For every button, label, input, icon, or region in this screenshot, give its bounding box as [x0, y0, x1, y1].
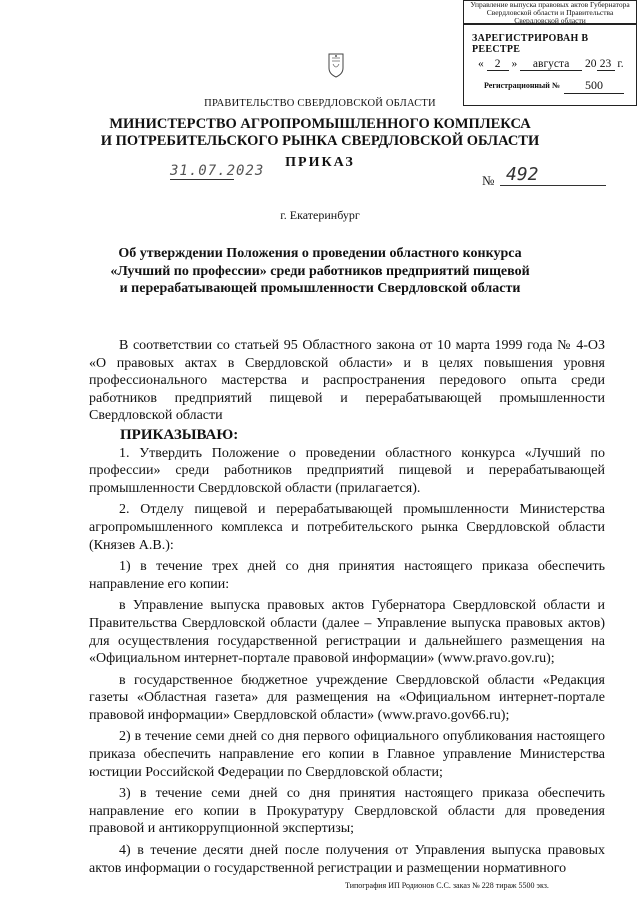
- stamp-header: Управление выпуска правовых актов Губернатора Свердловской области и Правительства Свердловской области: [463, 0, 637, 24]
- stamp-close-quote: »: [511, 58, 518, 70]
- ministry-name: [0, 116, 640, 150]
- stamp-day: 2: [487, 58, 509, 71]
- title-line-1: Об утверждении Положения о проведении областного конкурса: [118, 246, 522, 261]
- subitem-3: 3) в течение семи дней со дня принятия настоящего приказа обеспечить направление его копии в Прокуратуру Свердловской области для проведения правовой и антикоррупционной экспертизы;: [89, 786, 605, 837]
- item-1: 1. Утвердить Положение о проведении областного конкурса «Лучший по профессии» среди работников предприятий пищевой и перерабатывающей промышленности Свердловской области (прилагается).: [89, 445, 605, 496]
- subitem-4: 4) в течение десяти дней после получения от Управления выпуска правовых актов информации о государственной регистрации и размещении нормативного: [89, 843, 605, 876]
- order-number: 492: [500, 164, 606, 186]
- order-number-label: №: [482, 173, 495, 188]
- prikazyvayu: ПРИКАЗЫВАЮ:: [120, 426, 239, 443]
- subitem-1: 1) в течение трех дней со дня принятия настоящего приказа обеспечить направление его копии:: [89, 559, 605, 592]
- stamp-year-unit: г.: [617, 58, 624, 70]
- stamp-open-quote: «: [478, 58, 484, 70]
- stamp-year-prefix: 20: [585, 58, 597, 70]
- stamp-date: [478, 58, 638, 71]
- government-name: ПРАВИТЕЛЬСТВО СВЕРДЛОВСКОЙ ОБЛАСТИ: [204, 98, 436, 109]
- preamble: В соответствии со статьей 95 Областного закона от 10 марта 1999 года № 4-ОЗ «О правовых актах в Свердловской области» и в целях повышения уровня профессионального мастерства и распространения передового опыта среди работников предприятий пищевой и перерабатывающей промышленности Свердловской области: [89, 338, 605, 424]
- subitem-1b: в государственное бюджетное учреждение Свердловской области «Редакция газеты «Областная газета» для размещения на «Официальном интернет-портале правовой информации» Свердловской области» (www.pravo.gov66.ru);: [89, 672, 605, 723]
- subitem-1a: в Управление выпуска правовых актов Губернатора Свердловской области и Правительства Свердловской области (далее – Управление выпуска правовых актов) для осуществления государственной регистрации и дальнейшего размещения на «Официальном интернет-портале правовой информации» (www.pravo.gov.ru);: [89, 598, 605, 667]
- document-type: ПРИКАЗ: [285, 155, 355, 170]
- order-date: 31.07.2023: [170, 163, 265, 179]
- document-body: [89, 337, 605, 877]
- title-line-2: «Лучший по профессии» среди работников предприятий пищевой: [110, 263, 530, 279]
- item-2: 2. Отделу пищевой и перерабатывающей промышленности Министерства агропромышленного комплекса и потребительского рынка Свердловской области (Князев А.В.):: [89, 502, 605, 553]
- ministry-line-2: И ПОТРЕБИТЕЛЬСКОГО РЫНКА СВЕРДЛОВСКОЙ ОБЛАСТИ: [100, 133, 540, 149]
- stamp-reg-label: Регистрационный №: [484, 81, 560, 90]
- city: г. Екатеринбург: [280, 208, 360, 222]
- stamp-reg-number: 500: [564, 78, 624, 94]
- ministry-line-1: МИНИСТЕРСТВО АГРОПРОМЫШЛЕННОГО КОМПЛЕКСА: [109, 116, 531, 132]
- coat-of-arms-icon: [326, 52, 346, 78]
- registration-stamp: [463, 24, 637, 106]
- stamp-month: августа: [520, 58, 582, 71]
- stamp-year-suffix: 23: [597, 58, 615, 71]
- subitem-2: 2) в течение семи дней со дня первого официального опубликования настоящего приказа обеспечить направление его копии в Главное управление Министерства юстиции Российской Федерации по Свердловской области;: [89, 729, 605, 780]
- title-line-3: и перерабатывающей промышленности Свердловской области: [119, 281, 521, 296]
- document-title: [60, 245, 580, 298]
- print-footer: Типография ИП Родионов С.С. заказ № 228 тираж 5500 экз.: [345, 881, 549, 890]
- stamp-title: ЗАРЕГИСТРИРОВАН В РЕЕСТРЕ: [472, 33, 589, 55]
